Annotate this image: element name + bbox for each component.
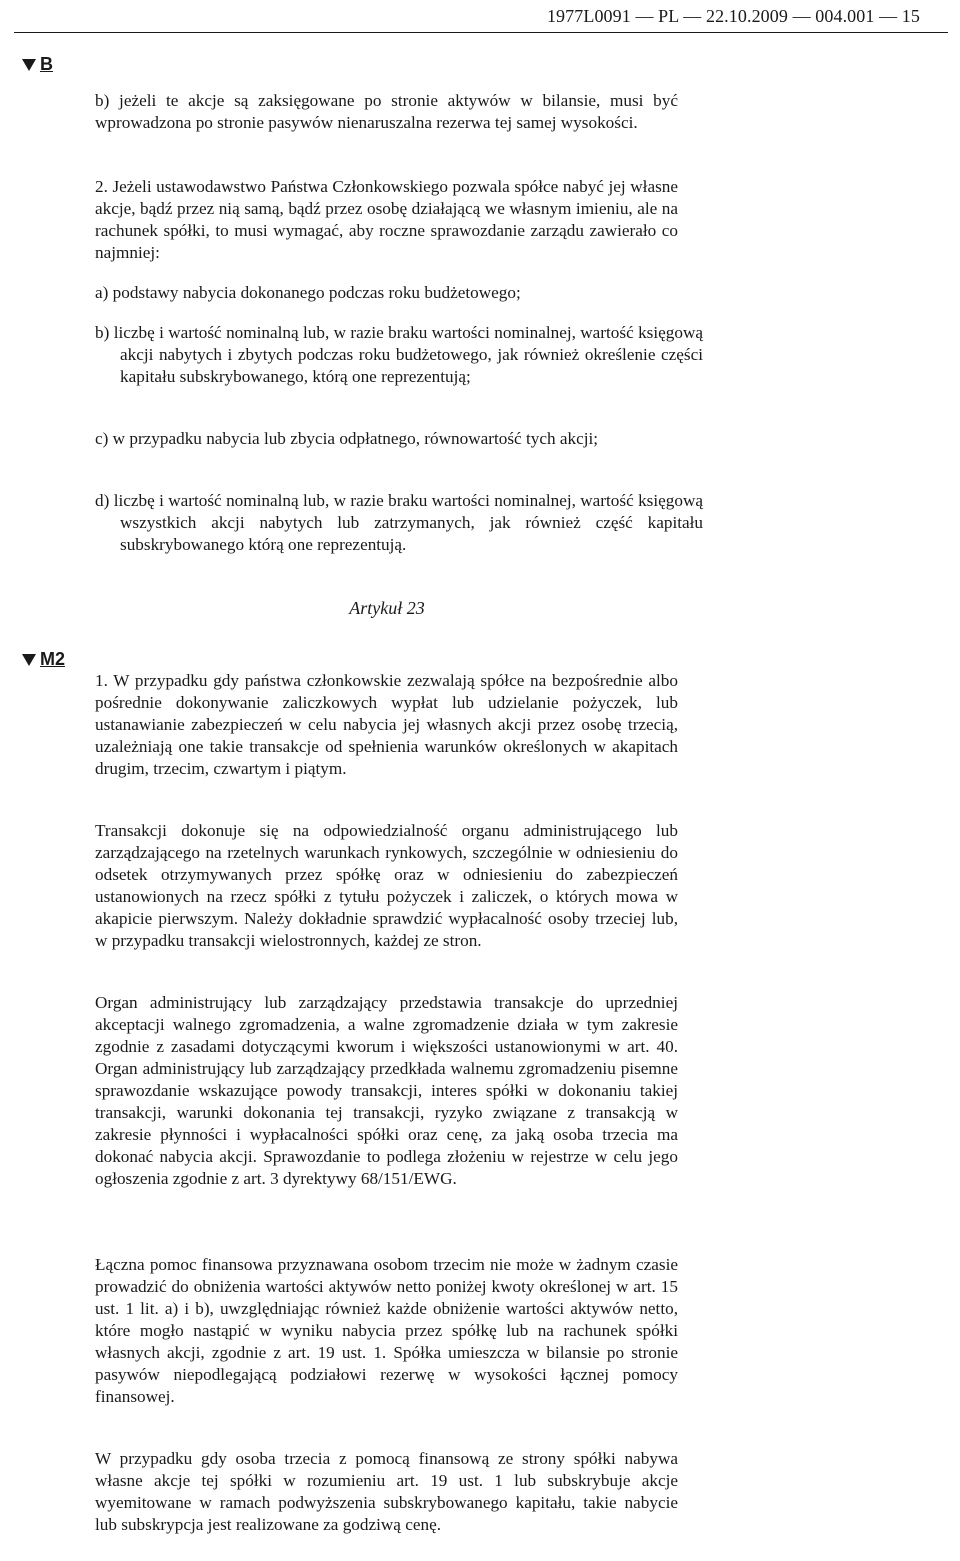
list-item-c: c) w przypadku nabycia lub zbycia odpłatnego, równowartość tych akcji; (95, 429, 599, 448)
article-paragraph-1: 1. W przypadku gdy państwa członkowskie zezwalają spółce na bezpośrednie albo pośrednie dokonywanie zaliczkowych wypłat lub udzielanie pożyczek, lub ustanawianie zabezpieczeń w celu nabycia jej własnych akcji przez osobę trzecią, uzależniają one takie transakcje od spełnienia warunków określonych w akapitach drugim, trzecim, czwartym i piątym. (95, 671, 678, 778)
item-b-reserve: b) jeżeli te akcje są zaksięgowane po stronie aktywów w bilansie, musi być wprowadzona po stronie pasywów nienaruszalna rezerwa tej samej wysokości. (95, 91, 678, 132)
document-reference: 1977L0091 — PL — 22.10.2009 — 004.001 — 15 (546, 6, 920, 26)
list-item-a: a) podstawy nabycia dokonanego podczas roku budżetowego; (95, 283, 521, 302)
marker-label: M2 (40, 649, 66, 669)
list-item-b: b) liczbę i wartość nominalną lub, w razie braku wartości nominalnej, wartość księgową akcji nabytych i zbytych podczas roku budżetowego, jak również określenie części kapitału subskrybowanego, którą one reprezentują; (95, 323, 703, 386)
article-title: Artykuł 23 (349, 598, 425, 618)
triangle-down-icon (22, 59, 36, 71)
article-paragraph-2: Transakcji dokonuje się na odpowiedzialność organu administrującego lub zarządzającego na rzetelnych warunkach rynkowych, szczególnie w odniesieniu do odsetek otrzymywanych przez spółkę oraz w odniesieniu do zabezpieczeń ustanowionych na rzecz spółki z tytułu pożyczek i zaliczek, o których mowa w akapicie pierwszym. Należy dokładnie sprawdzić wypłacalność osoby trzeciej lub, w przypadku transakcji wielostronnych, każdej ze stron. (95, 821, 678, 950)
article-paragraph-3: Organ administrujący lub zarządzający przedstawia transakcje do uprzedniej akceptacji walnego zgromadzenia, a walne zgromadzenie działa w tym zakresie zgodnie z zasadami dotyczącymi kworum i większości ustanowionymi w art. 40. Organ administrujący lub zarządzający przedkłada walnemu zgromadzeniu pisemne sprawozdanie wskazujące powody transakcji, interes spółki w dokonaniu takiej transakcji, warunki dokonania tej transakcji, ryzyko związane z transakcją w zakresie płynności i wypłacalności spółki oraz cenę, za jaką osoba trzecia ma dokonać nabycia akcji. Sprawozdanie to podlega złożeniu w rejestrze w celu jego ogłoszenia zgodnie z art. 3 dyrektywy 68/151/EWG. (95, 993, 678, 1188)
amendment-marker-b[interactable] (22, 54, 53, 75)
amendment-marker-m2[interactable] (22, 649, 65, 670)
paragraph-2: 2. Jeżeli ustawodawstwo Państwa Członkowskiego pozwala spółce nabyć jej własne akcje, bądź przez nią samą, bądź przez osobę działającą we własnym imieniu, ale na rachunek spółki, to musi wymagać, aby roczne sprawozdanie zarządu zawierało co najmniej: (95, 177, 678, 262)
header-rule (14, 32, 948, 33)
marker-label: B (40, 54, 53, 74)
article-paragraph-4: Łączna pomoc finansowa przyznawana osobom trzecim nie może w żadnym czasie prowadzić do obniżenia wartości aktywów netto poniżej kwoty określonej w art. 15 ust. 1 lit. a) i b), uwzględniając również każde obniżenie wartości aktywów netto, które mogło nastąpić w wyniku nabycia przez spółkę lub na rachunek spółki własnych akcji, zgodnie z art. 19 ust. 1. Spółka umieszcza w bilansie po stronie pasywów niepodlegającą podziałowi rezerwę w wysokości łącznej pomocy finansowej. (95, 1255, 678, 1406)
list-item-d: d) liczbę i wartość nominalną lub, w razie braku wartości nominalnej, wartość księgową wszystkich akcji nabytych lub zatrzymanych, jak również część kapitału subskrybowanego którą one reprezentują. (95, 491, 703, 554)
article-paragraph-5: W przypadku gdy osoba trzecia z pomocą finansową ze strony spółki nabywa własne akcje tej spółki w rozumieniu art. 19 ust. 1 lub subskrybuje akcje wyemitowane w ramach podwyższenia subskrybowanego kapitału, takie nabycie lub subskrypcja jest realizowane za godziwą cenę. (95, 1449, 678, 1534)
triangle-down-icon (22, 654, 36, 666)
